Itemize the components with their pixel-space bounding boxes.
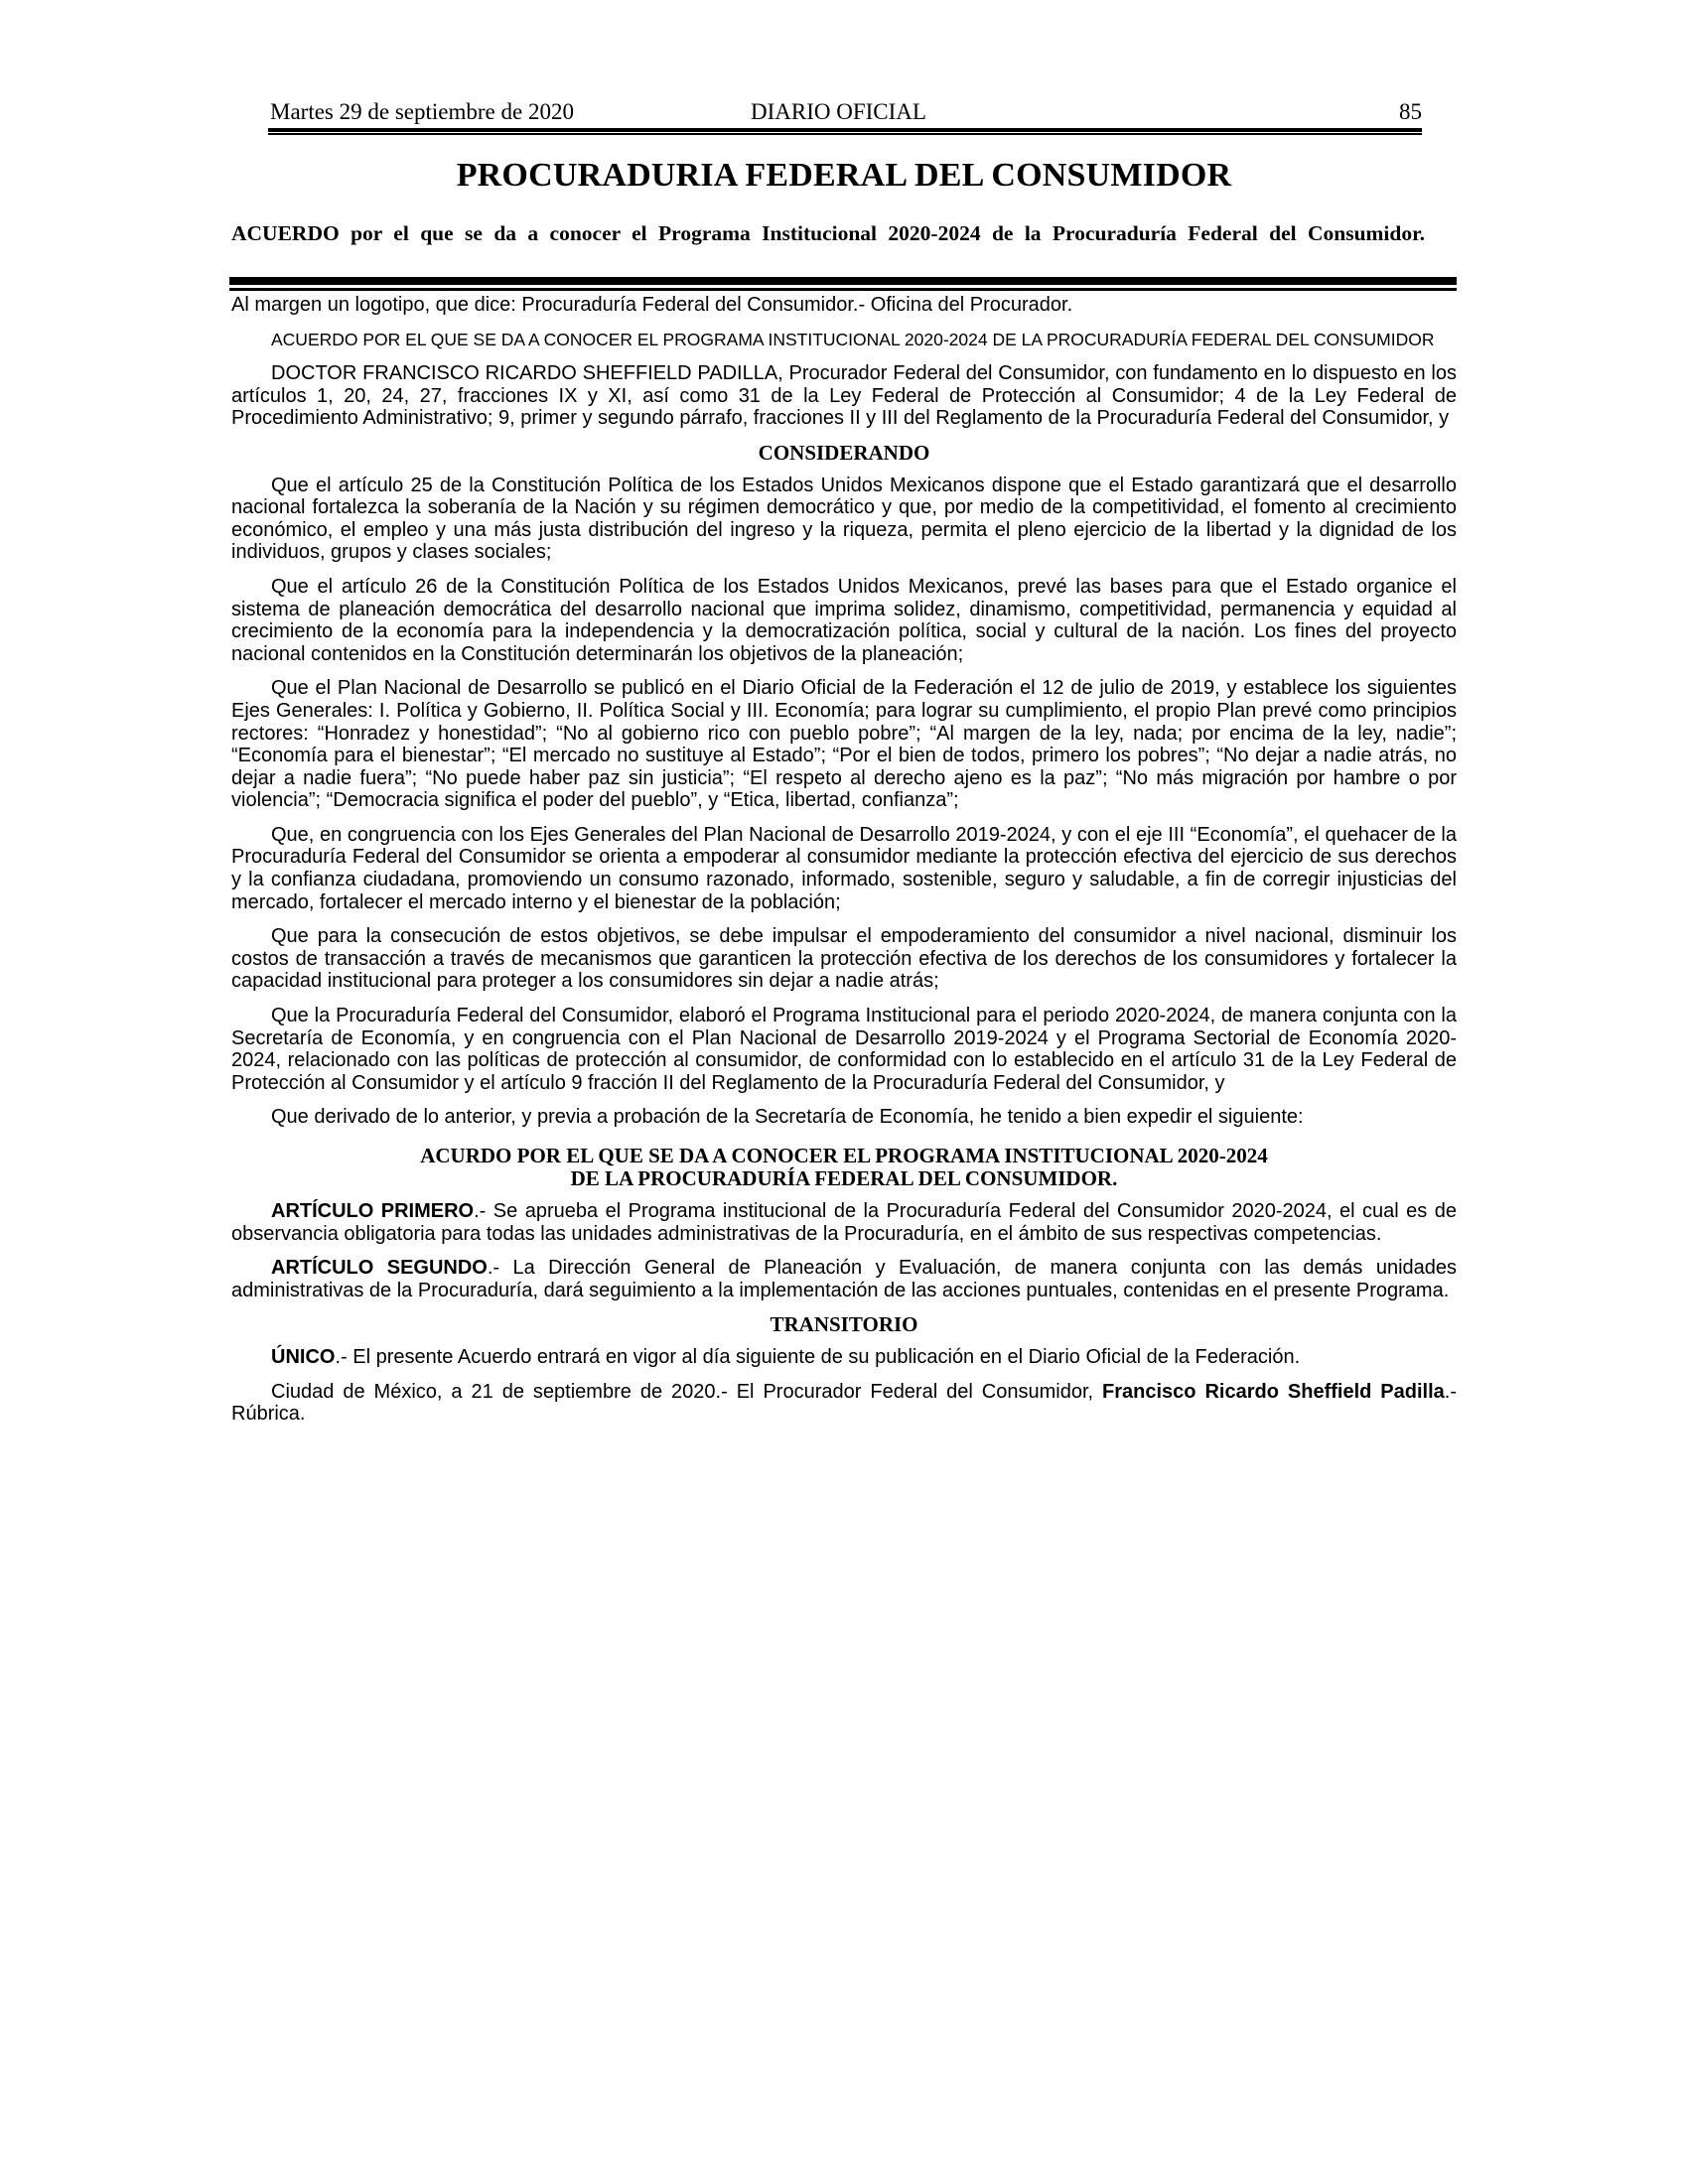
signatory-name: Francisco Ricardo Sheffield Padilla: [1102, 1380, 1445, 1403]
considerando-paragraph: Que la Procuraduría Federal del Consumidor, elaboró el Programa Institucional para el periodo 2020-2024, de manera conjunta con la Secretaría de Economía, y en congruencia con el Plan Nacional de Desarrollo 2019-2024 y el Programa Sectorial de Economía 2020-2024, relacionado con las políticas de protección al consumidor, de conformidad con lo establecido en el artículo 31 de la Ley Federal de Protección al Consumidor y el artículo 9 fracción II del Reglamento de la Procuraduría Federal del Consumidor, y: [231, 1005, 1457, 1094]
publication-date: Martes 29 de septiembre de 2020: [270, 99, 574, 124]
acuerdo-heading-line2: DE LA PROCURADURÍA FEDERAL DEL CONSUMIDOR.: [570, 1166, 1118, 1190]
considerando-paragraph: Que, en congruencia con los Ejes Generales del Plan Nacional de Desarrollo 2019-2024, y con el eje III “Economía”, el quehacer de la Procuraduría Federal del Consumidor se orienta a empoderar al consumidor mediante la protección efectiva del ejercicio de sus derechos y la confianza ciudadana, promoviendo un consumo razonado, informado, sostenible, seguro y saludable, a fin de corregir injusticias del mercado, fortalecer el mercado interno y el bienestar de la población;: [231, 823, 1457, 913]
considerando-paragraph: Que el Plan Nacional de Desarrollo se publicó en el Diario Oficial de la Federación el 12 de julio de 2019, y establece los siguientes Ejes Generales: I. Política y Gobierno, II. Política Social y III. Economía; para lograr su cumplimiento, el propio Plan prevé como principios rectores: “Honradez y honestidad”; “No al gobierno rico con pueblo pobre”; “Al margen de la ley, nada; por encima de la ley, nadie”; “Economía para el bienestar”; “El mercado no sustituye al Estado”; “Por el bien de todos, primero los pobres”; “No dejar a nadie atrás, no dejar a nadie fuera”; “No puede haber paz sin justicia”; “El respeto al derecho ajeno es la paz”; “No más migración por hambre o por violencia”; “Democracia significa el poder del pueblo”, y “Etica, libertad, confianza”;: [231, 677, 1457, 812]
closing-suffix: .- Rúbrica.: [231, 1380, 1457, 1426]
considerando-heading: CONSIDERANDO: [758, 440, 930, 465]
article-label: ARTÍCULO PRIMERO: [271, 1200, 475, 1222]
decree-title-caps: ACUERDO POR EL QUE SE DA A CONOCER EL PROGRAMA INSTITUCIONAL 2020-2024 DE LA PROCURADURÍA FEDERAL DEL CONSUMIDOR: [271, 329, 1435, 349]
article-label: ARTÍCULO SEGUNDO: [271, 1257, 488, 1280]
unico-label: ÚNICO: [271, 1345, 336, 1368]
considerando-paragraph: Que para la consecución de estos objetivos, se debe impulsar el empoderamiento del consumidor a nivel nacional, disminuir los costos de transacción a través de mecanismos que garanticen la protección efectiva de los derechos de los consumidores y fortalecer la capacidad institucional para proteger a los consumidores sin dejar a nadie atrás;: [231, 925, 1457, 993]
margin-note: Al margen un logotipo, que dice: Procuraduría Federal del Consumidor.- Oficina del Procurador.: [231, 294, 1073, 316]
decree-summary: ACUERDO por el que se da a conocer el Programa Institucional 2020-2024 de la Procuraduría Federal del Consumidor.: [231, 221, 1426, 245]
closing-signature: [231, 1381, 1457, 1426]
considerando-paragraph: Que el artículo 26 de la Constitución Política de los Estados Unidos Mexicanos, prevé las bases para que el Estado organice el sistema de planeación democrática del desarrollo nacional que imprima solidez, dinamismo, competitividad, permanencia y equidad al crecimiento de la economía para la independencia y la democratización política, social y cultural de la nación. Los fines del proyecto nacional contenidos en la Constitución determinarán los objetivos de la planeación;: [231, 575, 1457, 665]
transitorio-heading: TRANSITORIO: [770, 1312, 918, 1337]
closing-text: Ciudad de México, a 21 de septiembre de 2020.- El Procurador Federal del Consumidor,: [271, 1380, 1103, 1403]
document-body: [231, 294, 1457, 1437]
header-double-rule: [268, 128, 1422, 135]
considerando-paragraph: Que el artículo 25 de la Constitución Política de los Estados Unidos Mexicanos dispone que el Estado garantizará que el desarrollo nacional fortalezca la soberanía de la Nación y su régimen democrático y que, por medio de la competitividad, el fomento al crecimiento económico, el empleo y una más justa distribución del ingreso y la riqueza, permita el pleno ejercicio de la libertad y la dignidad de los individuos, grupos y clases sociales;: [231, 474, 1457, 564]
section-title: PROCURADURIA FEDERAL DEL CONSUMIDOR: [456, 157, 1232, 194]
considerando-paragraph: Que derivado de lo anterior, y previa a probación de la Secretaría de Economía, he tenido a bien expedir el siguiente:: [271, 1106, 1304, 1129]
transitorio-unico: [231, 1346, 1457, 1369]
running-header: [270, 95, 1422, 131]
acuerdo-heading: [231, 1145, 1457, 1190]
article-segundo: [231, 1257, 1457, 1301]
acuerdo-heading-line1: ACURDO POR EL QUE SE DA A CONOCER EL PROGRAMA INSTITUCIONAL 2020-2024: [420, 1144, 1268, 1167]
preamble: DOCTOR FRANCISCO RICARDO SHEFFIELD PADILLA, Procurador Federal del Consumidor, con fundamento en lo dispuesto en los artículos 1, 20, 24, 27, fracciones IX y XI, así como 31 de la Ley Federal de Protección al Consumidor; 4 de la Ley Federal de Procedimiento Administrativo; 9, primer y segundo párrafo, fracciones II y III del Reglamento de la Procuraduría Federal del Consumidor, y: [231, 362, 1457, 430]
article-primero: [231, 1200, 1457, 1245]
unico-text: .- El presente Acuerdo entrará en vigor al día siguiente de su publicación en el Diario Oficial de la Federación.: [335, 1345, 1301, 1368]
journal-name: DIARIO OFICIAL: [751, 99, 926, 124]
article-text: .- Se aprueba el Programa institucional de la Procuraduría Federal del Consumidor 2020-2024, el cual es de observancia obligatoria para todas las unidades administrativas de la Procuraduría, en el ámbito de sus respectivas competencias.: [231, 1200, 1457, 1245]
page-number: 85: [1399, 99, 1422, 124]
article-text: .- La Dirección General de Planeación y Evaluación, de manera conjunta con las demás unidades administrativas de la Procuraduría, dará seguimiento a la implementación de las acciones puntuales, contenidas en el presente Programa.: [231, 1257, 1458, 1301]
summary-double-rule: [229, 277, 1457, 291]
